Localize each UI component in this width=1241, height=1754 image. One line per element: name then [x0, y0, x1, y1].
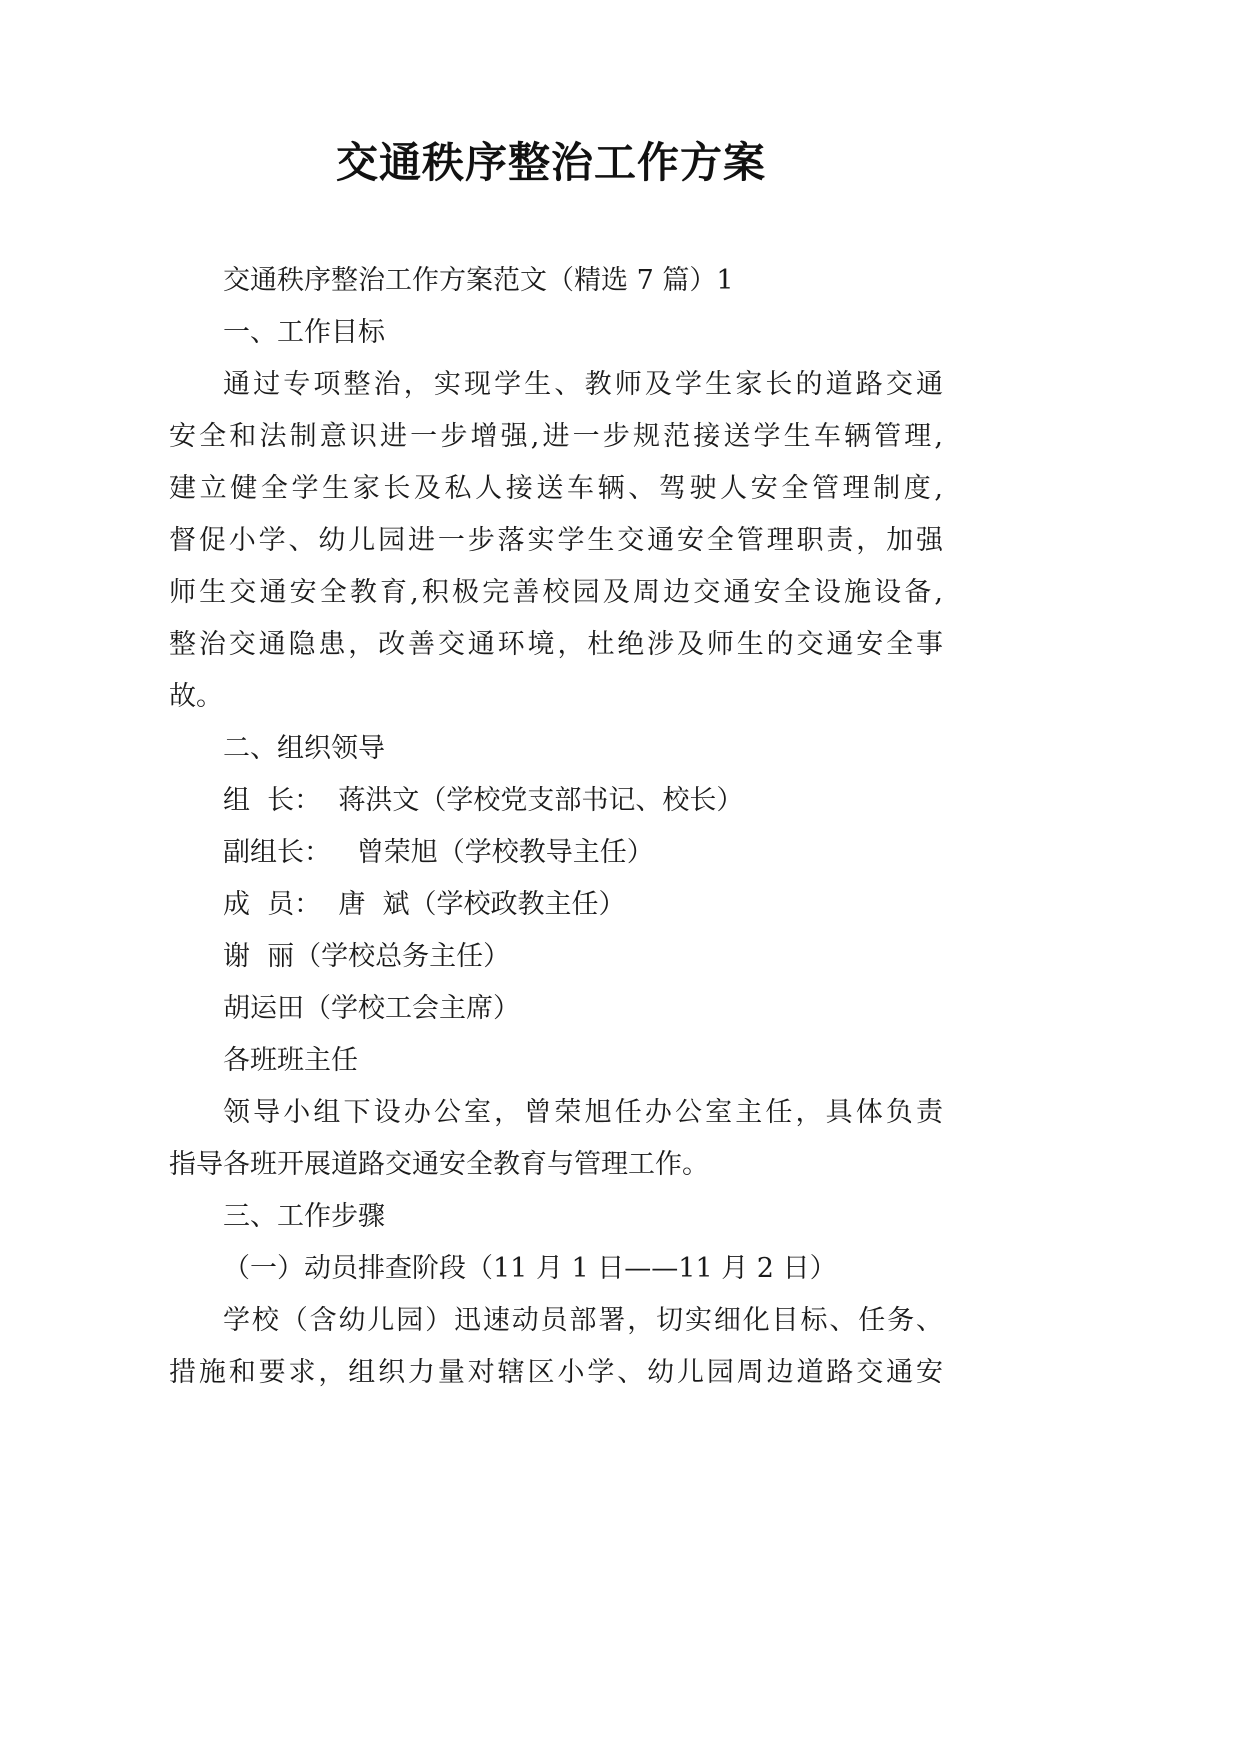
text-line: 故。: [169, 681, 223, 712]
paragraph: [169, 1295, 943, 1399]
text-line: 学校（含幼儿园）迅速动员部署，切实细化目标、任务、: [223, 1305, 943, 1336]
paragraph: [169, 359, 943, 723]
text-line: 整治交通隐患，改善交通环境，杜绝涉及师生的交通安全事: [169, 629, 943, 660]
text-line: 成 员： 唐 斌（学校政教主任）: [223, 889, 626, 920]
text-line: 领导小组下设办公室，曾荣旭任办公室主任，具体负责: [223, 1097, 943, 1128]
paragraph: [169, 1035, 943, 1087]
text-line: 师生交通安全教育,积极完善校园及周边交通安全设施设备,: [169, 577, 943, 608]
text-line: 副组长： 曾荣旭（学校教导主任）: [223, 837, 654, 868]
paragraph: [169, 983, 943, 1035]
text-line: 各班班主任: [223, 1045, 358, 1076]
paragraph: [169, 827, 943, 879]
paragraph: [169, 255, 943, 307]
text-line: 通过专项整治，实现学生、教师及学生家长的道路交通: [223, 369, 943, 400]
section-heading: [169, 307, 943, 359]
text-line: 督促小学、幼儿园进一步落实学生交通安全管理职责，加强: [169, 525, 943, 556]
text-line: 安全和法制意识进一步增强,进一步规范接送学生车辆管理,: [169, 421, 943, 452]
section-heading: [169, 723, 943, 775]
paragraph: [169, 931, 943, 983]
section-heading: [169, 1191, 943, 1243]
text-line: 一、工作目标: [223, 317, 385, 348]
document-body: [169, 255, 943, 1399]
text-line: （一）动员排查阶段（11 月 1 日——11 月 2 日）: [223, 1253, 837, 1284]
text-line: 谢 丽（学校总务主任）: [223, 941, 511, 972]
document-title: 交通秩序整治工作方案: [335, 138, 766, 187]
subsection-heading: [169, 1243, 943, 1295]
text-line: 胡运田（学校工会主席）: [223, 993, 520, 1024]
paragraph: [169, 879, 943, 931]
paragraph: [169, 775, 943, 827]
text-line: 指导各班开展道路交通安全教育与管理工作。: [169, 1149, 709, 1180]
text-line: 二、组织领导: [223, 733, 385, 764]
text-line: 交通秩序整治工作方案范文（精选 7 篇）1: [223, 265, 734, 296]
text-line: 三、工作步骤: [223, 1201, 385, 1232]
text-line: 组 长： 蒋洪文（学校党支部书记、校长）: [223, 785, 744, 816]
paragraph: [169, 1087, 943, 1191]
text-line: 措施和要求，组织力量对辖区小学、幼儿园周边道路交通安: [169, 1357, 943, 1388]
text-line: 建立健全学生家长及私人接送车辆、驾驶人安全管理制度,: [169, 473, 943, 504]
